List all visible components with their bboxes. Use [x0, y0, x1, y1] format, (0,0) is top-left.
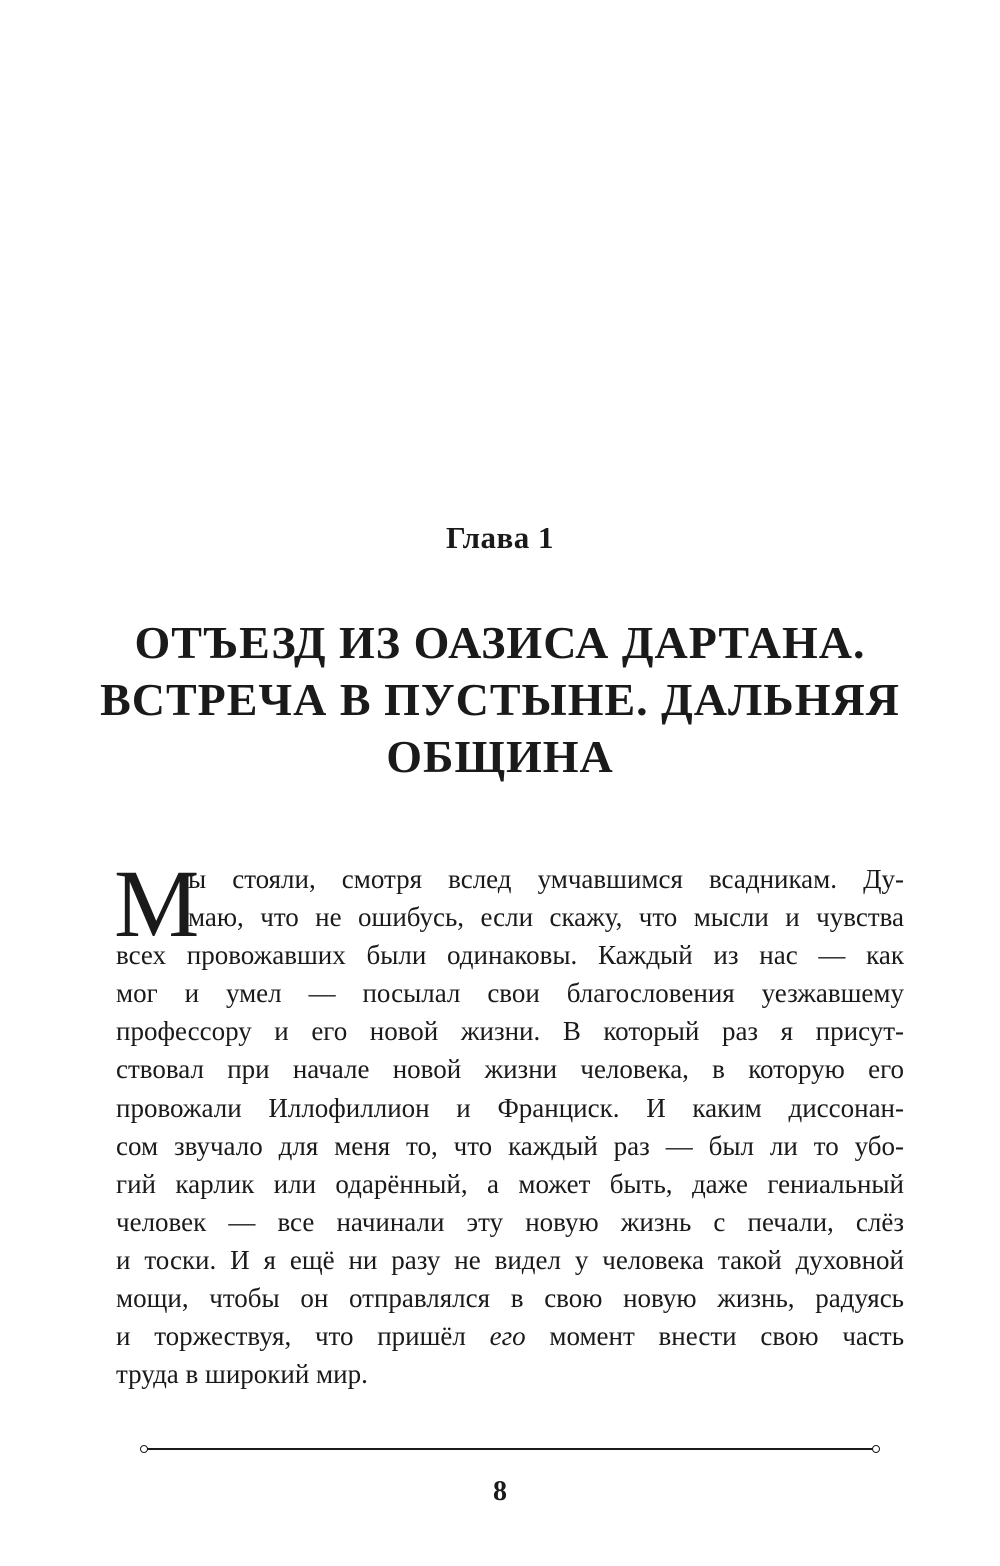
text-segment: момент внести свою часть	[525, 1321, 905, 1352]
text-line: провожали Иллофиллион и Франциск. И каким диссонан-	[116, 1092, 904, 1123]
text-line: гий карлик или одарённый, а может быть, даже гениальный	[116, 1168, 904, 1199]
text-line: всех провожавших были одинаковы. Каждый из нас — как	[116, 940, 904, 971]
divider-line	[146, 1448, 874, 1450]
divider-end-circle	[140, 1445, 148, 1453]
divider-end-circle	[872, 1445, 880, 1453]
text-line: и тоски. И я ещё ни разу не видел у человека такой духовной	[116, 1244, 904, 1275]
chapter-title	[100, 614, 900, 785]
text-line: ствовал при начале новой жизни человека, в которую его	[116, 1054, 904, 1085]
body-paragraph	[114, 850, 905, 1393]
text-line: человек — все начинали эту новую жизнь с печали, слёз	[116, 1206, 904, 1237]
chapter-title-line: ОБЩИНА	[386, 731, 614, 782]
chapter-title-line: ОТЪЕЗД ИЗ ОАЗИСА ДАРТАНА.	[134, 617, 866, 668]
chapter-title-line: ВСТРЕЧА В ПУСТЫНЕ. ДАЛЬНЯЯ	[100, 674, 900, 725]
text-line: маю, что не ошибусь, если скажу, что мысли и чувства	[188, 902, 904, 933]
text-line: мог и умел — посылал свои благословения уезжавшему	[116, 978, 904, 1009]
text-line: сом звучало для меня то, что каждый раз — был ли то убо-	[116, 1130, 904, 1161]
chapter-label: Глава 1	[445, 520, 555, 555]
text-segment: и торжествуя, что пришёл	[116, 1321, 490, 1352]
text-line: ы стояли, смотря вслед умчавшимся всадникам. Ду-	[188, 864, 904, 894]
italic-word: его	[489, 1321, 526, 1352]
text-line: труда в широкий мир.	[116, 1359, 368, 1390]
text-line	[116, 1317, 904, 1355]
text-line: профессору и его новой жизни. В который раз я присут-	[116, 1016, 904, 1047]
drop-cap: М	[114, 850, 200, 957]
page-number: 8	[493, 1476, 507, 1507]
ornament-divider	[140, 1444, 880, 1454]
text-line: мощи, чтобы он отправлялся в свою новую жизнь, радуясь	[116, 1283, 904, 1314]
